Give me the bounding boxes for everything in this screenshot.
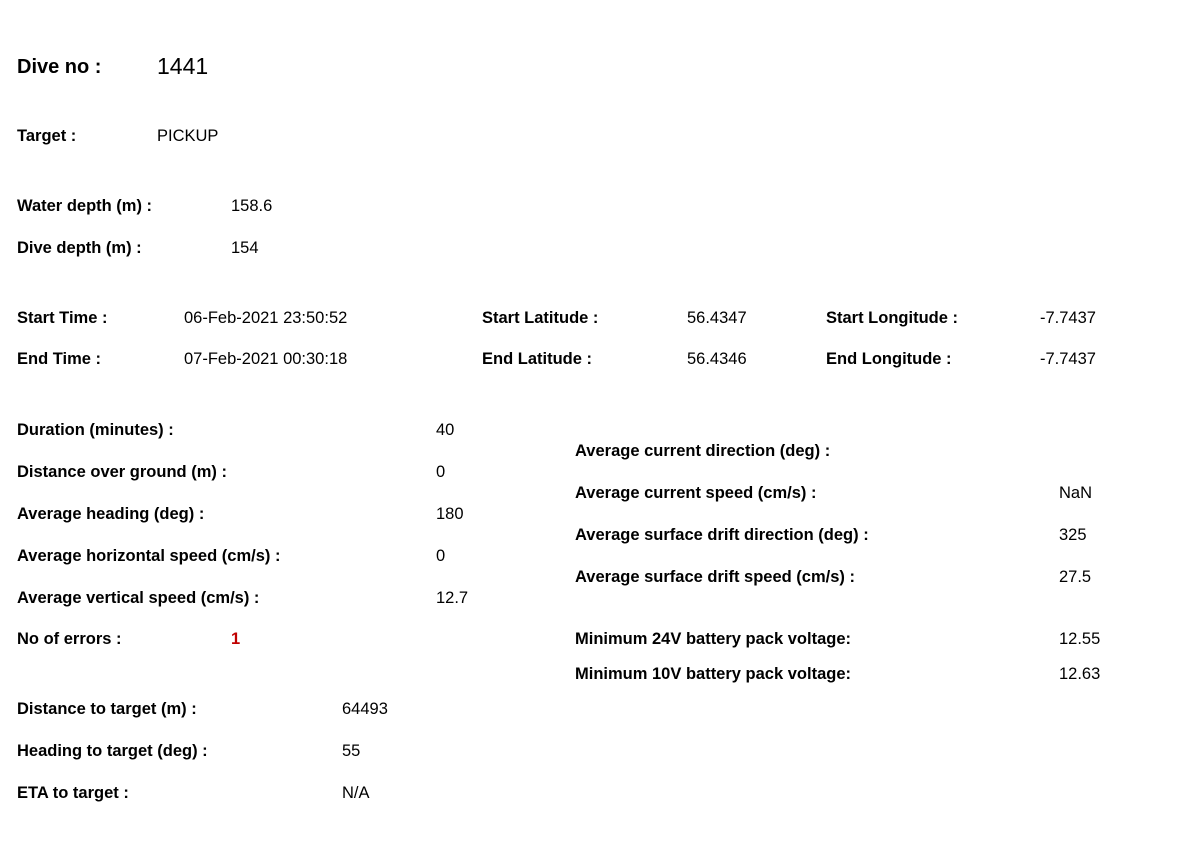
target-label: Target : bbox=[17, 127, 77, 145]
end-time-label: End Time : bbox=[17, 350, 102, 368]
end-time-value: 07-Feb-2021 00:30:18 bbox=[184, 350, 348, 368]
end-longitude-label: End Longitude : bbox=[826, 350, 952, 368]
eta-to-target-value: N/A bbox=[342, 784, 370, 802]
errors-value: 1 bbox=[231, 630, 241, 648]
start-longitude-value: -7.7437 bbox=[1040, 309, 1096, 327]
average-horizontal-speed-label: Average horizontal speed (cm/s) : bbox=[17, 547, 281, 565]
distance-to-target-value: 64493 bbox=[342, 700, 388, 718]
heading-to-target-label: Heading to target (deg) : bbox=[17, 742, 208, 760]
end-latitude-label: End Latitude : bbox=[482, 350, 592, 368]
heading-to-target-value: 55 bbox=[342, 742, 361, 760]
water-depth-value: 158.6 bbox=[231, 197, 273, 215]
min-10v-battery-value: 12.63 bbox=[1059, 665, 1101, 683]
average-current-direction-label: Average current direction (deg) : bbox=[575, 442, 831, 460]
errors-label: No of errors : bbox=[17, 630, 122, 648]
start-time-value: 06-Feb-2021 23:50:52 bbox=[184, 309, 348, 327]
average-horizontal-speed-value: 0 bbox=[436, 547, 446, 565]
eta-to-target-label: ETA to target : bbox=[17, 784, 129, 802]
average-surface-drift-direction-value: 325 bbox=[1059, 526, 1087, 544]
start-latitude-label: Start Latitude : bbox=[482, 309, 599, 327]
average-heading-label: Average heading (deg) : bbox=[17, 505, 205, 523]
water-depth-label: Water depth (m) : bbox=[17, 197, 153, 215]
dive-number-value: 1441 bbox=[157, 53, 209, 79]
distance-over-ground-label: Distance over ground (m) : bbox=[17, 463, 227, 481]
average-current-speed-label: Average current speed (cm/s) : bbox=[575, 484, 817, 502]
start-time-label: Start Time : bbox=[17, 309, 108, 327]
duration-value: 40 bbox=[436, 421, 455, 439]
average-vertical-speed-value: 12.7 bbox=[436, 589, 469, 607]
average-surface-drift-speed-value: 27.5 bbox=[1059, 568, 1092, 586]
duration-label: Duration (minutes) : bbox=[17, 421, 174, 439]
distance-over-ground-value: 0 bbox=[436, 463, 446, 481]
distance-to-target-label: Distance to target (m) : bbox=[17, 700, 197, 718]
average-heading-value: 180 bbox=[436, 505, 464, 523]
dive-number-label: Dive no : bbox=[17, 56, 102, 78]
dive-depth-value: 154 bbox=[231, 239, 259, 257]
end-longitude-value: -7.7437 bbox=[1040, 350, 1096, 368]
average-surface-drift-direction-label: Average surface drift direction (deg) : bbox=[575, 526, 869, 544]
average-surface-drift-speed-label: Average surface drift speed (cm/s) : bbox=[575, 568, 855, 586]
min-24v-battery-label: Minimum 24V battery pack voltage: bbox=[575, 630, 851, 648]
end-latitude-value: 56.4346 bbox=[687, 350, 747, 368]
target-value: PICKUP bbox=[157, 127, 219, 145]
min-24v-battery-value: 12.55 bbox=[1059, 630, 1101, 648]
start-longitude-label: Start Longitude : bbox=[826, 309, 958, 327]
min-10v-battery-label: Minimum 10V battery pack voltage: bbox=[575, 665, 851, 683]
start-latitude-value: 56.4347 bbox=[687, 309, 747, 327]
average-current-speed-value: NaN bbox=[1059, 484, 1093, 502]
dive-depth-label: Dive depth (m) : bbox=[17, 239, 142, 257]
average-vertical-speed-label: Average vertical speed (cm/s) : bbox=[17, 589, 260, 607]
